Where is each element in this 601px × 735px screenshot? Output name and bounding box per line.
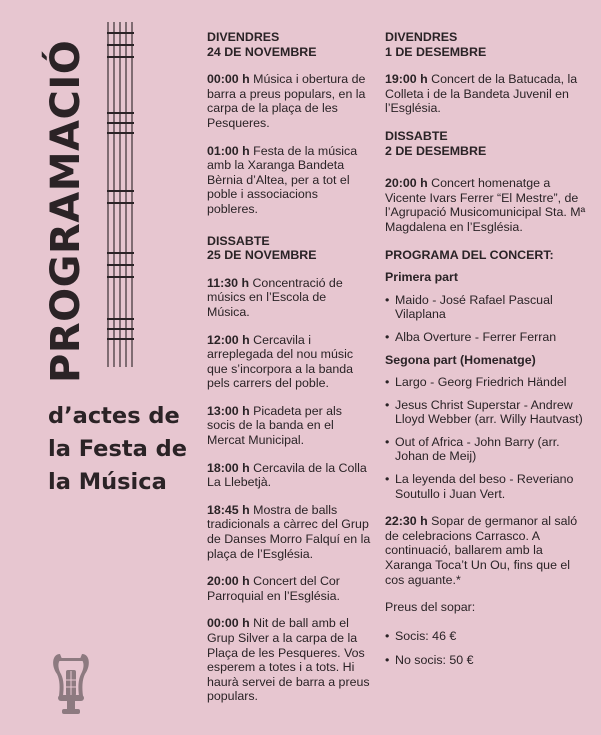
event-item	[207, 461, 372, 490]
event-text: Concentració de músics en l’Escola de Música.	[207, 275, 343, 319]
day-name: DIVENDRES	[385, 30, 458, 44]
event-item	[207, 574, 372, 603]
event-item	[207, 144, 372, 217]
day-date: 25 DE NOVEMBRE	[207, 248, 317, 263]
event-item	[207, 333, 372, 391]
event-time: 11:30 h	[207, 275, 250, 290]
event-text: Música i obertura de barra a preus populars, en la carpa de la plaça de les Pesqueres.	[207, 72, 366, 130]
part2-heading: Segona part (Homenatge)	[385, 352, 536, 367]
lyre-logo-icon	[50, 650, 92, 718]
event-time: 18:00 h	[207, 460, 250, 475]
event-item	[207, 503, 372, 561]
day-date: 1 DE DESEMBRE	[385, 44, 487, 59]
event-text: Concert del Cor Parroquial en l’Església.	[207, 574, 340, 603]
prices-heading: Preus del sopar:	[385, 600, 476, 615]
event-text: Concert homenatge a Vicente Ivars Ferrer “El Mestre”, de l’Agrupació Musicomunicipal Sta. Mª Magdalena en l’Església.	[385, 176, 586, 234]
event-item	[385, 514, 590, 587]
day-name: DISSABTE	[385, 128, 448, 143]
event-item	[207, 404, 372, 448]
program-item: • Jesus Christ Superstar - Andrew Lloyd Webber (arr. Willy Hautvast)	[385, 398, 590, 427]
event-time: 22:30 h	[385, 514, 428, 529]
event-item	[385, 72, 590, 116]
day-date: 2 DE DESEMBRE	[385, 143, 487, 158]
event-text: Concert de la Batucada, la Colleta i de la Bandeta Juvenil en l’Església.	[385, 72, 578, 116]
price-item: • Socis: 46 €	[385, 629, 590, 644]
event-time: 00:00 h	[207, 616, 250, 631]
event-time: 00:00 h	[207, 72, 250, 87]
event-text: Cercavila i arreplegada del nou músic que s’incorpora a la banda pels carrers del poble.	[207, 332, 354, 391]
event-item	[207, 616, 372, 704]
subtitle-line-3: la Música	[48, 469, 167, 495]
day-heading	[207, 234, 372, 263]
part1-heading: Primera part	[385, 270, 459, 285]
day-name: DIVENDRES	[207, 30, 280, 44]
program-item: • Alba Overture - Ferrer Ferran	[385, 330, 590, 345]
event-time: 20:00 h	[207, 574, 250, 589]
program-item: • Maido - José Rafael Pascual Vilaplana	[385, 293, 590, 322]
program-item: • Out of Africa - John Barry (arr. Johan de Meij)	[385, 435, 590, 464]
day-date: 24 DE NOVEMBRE	[207, 44, 317, 59]
program-heading: PROGRAMA DEL CONCERT:	[385, 247, 554, 262]
event-time: 19:00 h	[385, 72, 428, 87]
event-item	[385, 176, 590, 234]
event-text: Sopar de germanor al saló de celebracions Carrasco. A continuació, ballarem amb la Xaranga Toca’t Un Ou, fins que el cos aguante.*	[385, 514, 578, 587]
day-heading	[207, 30, 372, 59]
event-time: 13:00 h	[207, 403, 250, 418]
day-name: DISSABTE	[207, 233, 270, 248]
event-time: 20:00 h	[385, 176, 428, 191]
event-text: Picadeta per als socis de la banda en el Mercat Municipal.	[207, 403, 342, 448]
program-item: • La leyenda del beso - Reveriano Soutullo i Juan Vert.	[385, 472, 590, 501]
day-heading	[385, 129, 590, 158]
event-text: Nit de ball amb el Grup Silver a la carpa de la Plaça de les Pesqueres. Vos esperem a totes i a tots. Hi haurà servei de barra a preus populars.	[207, 616, 370, 704]
day-heading	[385, 30, 590, 59]
event-time: 18:45 h	[207, 502, 250, 517]
program-item: • Largo - Georg Friedrich Händel	[385, 375, 590, 390]
subtitle	[48, 400, 187, 499]
event-item	[207, 276, 372, 320]
event-time: 12:00 h	[207, 332, 250, 347]
schedule-column-1	[207, 30, 372, 717]
schedule-column-2	[385, 30, 590, 676]
event-text: Cercavila de la Colla La Llebetjà.	[207, 460, 367, 490]
vertical-title: PROGRAMACIÓ	[43, 39, 89, 383]
subtitle-line-1: d’actes de	[48, 403, 180, 429]
price-item: • No socis: 50 €	[385, 653, 590, 668]
subtitle-line-2: la Festa de	[48, 436, 187, 462]
event-text: Mostra de balls tradicionals a càrrec del Grup de Danses Morro Falquí en la plaça de l’Església.	[207, 502, 371, 561]
music-staff-decoration	[104, 22, 140, 367]
event-time: 01:00 h	[207, 143, 250, 158]
event-item	[207, 72, 372, 130]
event-text: Festa de la música amb la Xaranga Bandeta Bèrnia d’Altea, per a tot el poble i associacions pobleres.	[207, 143, 358, 216]
